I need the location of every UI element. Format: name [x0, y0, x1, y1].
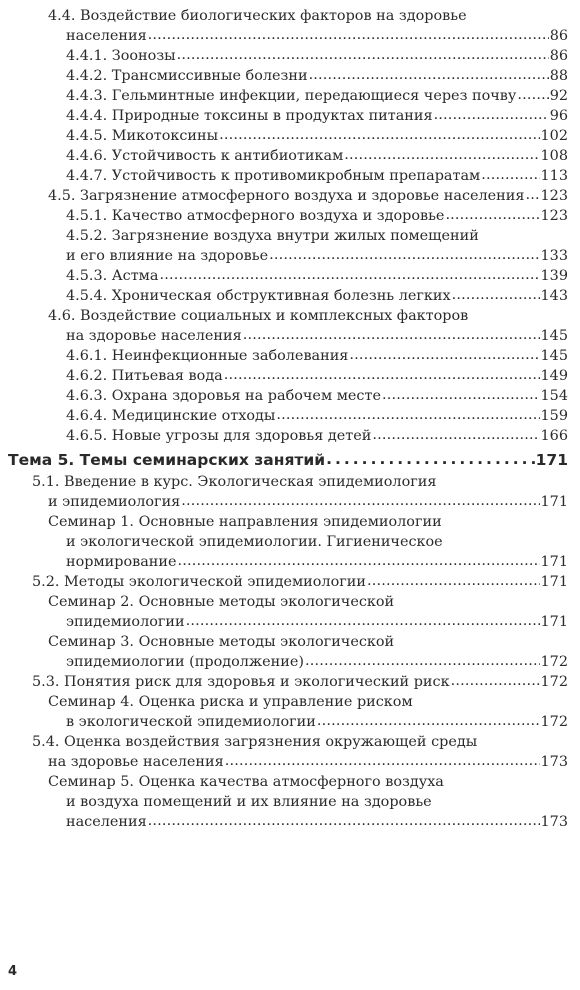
toc-entry-title: на здоровье населения [48, 754, 224, 770]
toc-entry[interactable] [0, 286, 580, 306]
toc-entry-title: населения [66, 28, 147, 44]
toc-leader-dots [243, 325, 540, 345]
toc-page-number: 86 [549, 28, 568, 44]
toc-entry[interactable] [0, 632, 580, 672]
toc-entry-title: эпидемиологии [66, 614, 185, 630]
toc-entry-title: 4.6.1. Неинфекционные заболевания [66, 348, 349, 364]
toc-entry-title: 4.6.2. Питьевая вода [66, 368, 223, 384]
toc-entry-title: 4.4.6. Устойчивость к антибиотикам [66, 148, 344, 164]
toc-leader-dots [225, 751, 540, 771]
toc-entry-title: 4.6.5. Новые угрозы для здоровья детей [66, 428, 372, 444]
toc-leader-dots [181, 491, 539, 511]
toc-entry-title: эпидемиологии (продолжение) [66, 654, 304, 670]
toc-leader-dots [367, 571, 540, 591]
toc-entry-title: 4.6.4. Медицинские отходы [66, 408, 276, 424]
toc-entry[interactable] [0, 206, 580, 226]
toc-page-number: 149 [540, 368, 568, 384]
toc-leader-dots [224, 365, 540, 385]
toc-leader-dots [372, 425, 539, 445]
toc-page-number: 171 [540, 614, 568, 630]
toc-entry-title: Семинар 5. Оценка качества атмосферного воздуха [48, 774, 444, 790]
toc-page-number: 173 [540, 814, 568, 830]
toc-entry[interactable] [0, 426, 580, 446]
toc-leader-dots [525, 185, 539, 205]
toc-entry[interactable] [0, 366, 580, 386]
toc-entry-title: и экологической эпидемиологии. Гигиеническое [66, 534, 443, 550]
toc-page-number: 173 [540, 754, 568, 770]
toc-entry[interactable] [0, 592, 580, 632]
toc-page-number: 123 [540, 188, 568, 204]
toc-leader-dots [186, 611, 540, 631]
toc-entry-title: Тема 5. Темы семинарских занятий [8, 451, 326, 469]
toc-page-number: 171 [540, 574, 568, 590]
toc-leader-dots [517, 85, 548, 105]
toc-entry-title: 4.4.7. Устойчивость к противомикробным препаратам [66, 168, 481, 184]
toc-entry-title: нормирование [66, 554, 177, 570]
toc-entry-title: Семинар 3. Основные методы экологической [48, 634, 395, 650]
toc-entry-title: населения [66, 814, 147, 830]
toc-entry-title: 4.4.1. Зоонозы [66, 48, 176, 64]
toc-page-number: 171 [540, 494, 568, 510]
toc-leader-dots [305, 651, 540, 671]
toc-entry[interactable] [0, 106, 580, 126]
toc-page-number: 145 [540, 348, 568, 364]
toc-entry-title: Семинар 1. Основные направления эпидемиологии [48, 514, 442, 530]
toc-entry[interactable] [0, 732, 580, 772]
toc-page-number: 86 [549, 48, 568, 64]
toc-page-number: 166 [540, 428, 568, 444]
toc-entry[interactable] [0, 226, 580, 266]
toc-entry[interactable] [0, 672, 580, 692]
toc-leader-dots [269, 245, 539, 265]
toc-page-number: 96 [549, 108, 568, 124]
toc-page-number: 159 [540, 408, 568, 424]
toc-entry-title: 4.4.3. Гельминтные инфекции, передающиеся через почву [66, 88, 517, 104]
toc-page-number: 113 [540, 168, 568, 184]
toc-entry-title: и его влияние на здоровье [66, 248, 269, 264]
toc-leader-dots [148, 811, 540, 831]
toc-entry-title: Семинар 4. Оценка риска и управление риском [48, 694, 413, 710]
toc-leader-dots [326, 448, 535, 470]
toc-entry-title: 4.6.3. Охрана здоровья на рабочем месте [66, 388, 381, 404]
toc-page-number: 171 [540, 554, 568, 570]
toc-page-number: 92 [549, 88, 568, 104]
toc-leader-dots [382, 385, 540, 405]
toc-leader-dots [317, 711, 540, 731]
toc-entry[interactable] [0, 386, 580, 406]
toc-entry-title: 4.4. Воздействие биологических факторов на здоровье [48, 8, 467, 24]
page-number: 4 [8, 964, 18, 979]
toc-entry-title: Семинар 2. Основные методы экологической [48, 594, 395, 610]
toc-leader-dots [148, 25, 549, 45]
toc-leader-dots [349, 345, 539, 365]
toc-entry[interactable] [0, 306, 580, 346]
toc-leader-dots [276, 405, 539, 425]
toc-entry[interactable] [0, 46, 580, 66]
toc-entry[interactable] [0, 186, 580, 206]
toc-entry-title: 4.4.4. Природные токсины в продуктах питания [66, 108, 433, 124]
toc-entry-title: 4.4.2. Трансмиссивные болезни [66, 68, 308, 84]
toc-page-number: 88 [549, 68, 568, 84]
toc-entry-title: в экологической эпидемиологии [66, 714, 316, 730]
toc-page-number: 139 [540, 268, 568, 284]
toc-leader-dots [434, 105, 549, 125]
toc-entry-title: 5.1. Введение в курс. Экологическая эпидемиология [32, 474, 437, 490]
toc-page-number: 154 [540, 388, 568, 404]
toc-leader-dots [445, 205, 539, 225]
toc-entry-title: 4.5.1. Качество атмосферного воздуха и здоровье [66, 208, 445, 224]
toc-entry-title: 5.4. Оценка воздействия загрязнения окружающей среды [32, 734, 478, 750]
toc-page-number: 145 [540, 328, 568, 344]
toc-leader-dots [344, 145, 539, 165]
toc-leader-dots [177, 45, 549, 65]
toc-entry-title: и воздуха помещений и их влияние на здоровье [66, 794, 432, 810]
toc-page-number: 143 [540, 288, 568, 304]
toc-entry-title: 4.6. Воздействие социальных и комплексных факторов [48, 308, 469, 324]
toc-page-number: 123 [540, 208, 568, 224]
toc-entry-title: 5.2. Методы экологической эпидемиологии [32, 574, 366, 590]
toc-entry[interactable] [0, 266, 580, 286]
toc-entry-title: 4.5.2. Загрязнение воздуха внутри жилых помещений [66, 228, 479, 244]
toc-leader-dots [481, 165, 539, 185]
toc-entry[interactable] [0, 126, 580, 146]
toc-leader-dots [309, 65, 549, 85]
toc-topic[interactable] [0, 449, 580, 471]
toc-entry[interactable] [0, 146, 580, 166]
toc-entry[interactable] [0, 6, 580, 46]
toc-page-number: 172 [540, 714, 568, 730]
toc-entry-title: 5.3. Понятия риск для здоровья и экологический риск [32, 674, 450, 690]
table-of-contents [0, 6, 580, 832]
toc-entry[interactable] [0, 572, 580, 592]
toc-page-number: 102 [540, 128, 568, 144]
toc-leader-dots [159, 265, 539, 285]
toc-page-number: 108 [540, 148, 568, 164]
toc-entry-title: на здоровье населения [66, 328, 242, 344]
toc-entry-title: 4.4.5. Микотоксины [66, 128, 219, 144]
toc-leader-dots [178, 551, 540, 571]
toc-entry[interactable] [0, 512, 580, 572]
toc-page-number: 133 [540, 248, 568, 264]
toc-page-number: 172 [540, 654, 568, 670]
toc-entry-title: 4.5.3. Астма [66, 268, 159, 284]
toc-entry-title: и эпидемиология [48, 494, 181, 510]
toc-leader-dots [451, 671, 540, 691]
toc-entry[interactable] [0, 772, 580, 832]
toc-page-number: 171 [535, 451, 568, 469]
toc-entry[interactable] [0, 166, 580, 186]
toc-entry[interactable] [0, 472, 580, 512]
toc-entry[interactable] [0, 346, 580, 366]
toc-entry[interactable] [0, 406, 580, 426]
toc-page-number: 172 [540, 674, 568, 690]
toc-entry-title: 4.5. Загрязнение атмосферного воздуха и здоровье населения [48, 188, 525, 204]
toc-leader-dots [452, 285, 540, 305]
toc-entry[interactable] [0, 692, 580, 732]
toc-entry[interactable] [0, 86, 580, 106]
toc-leader-dots [219, 125, 539, 145]
toc-entry[interactable] [0, 66, 580, 86]
toc-entry-title: 4.5.4. Хроническая обструктивная болезнь легких [66, 288, 451, 304]
